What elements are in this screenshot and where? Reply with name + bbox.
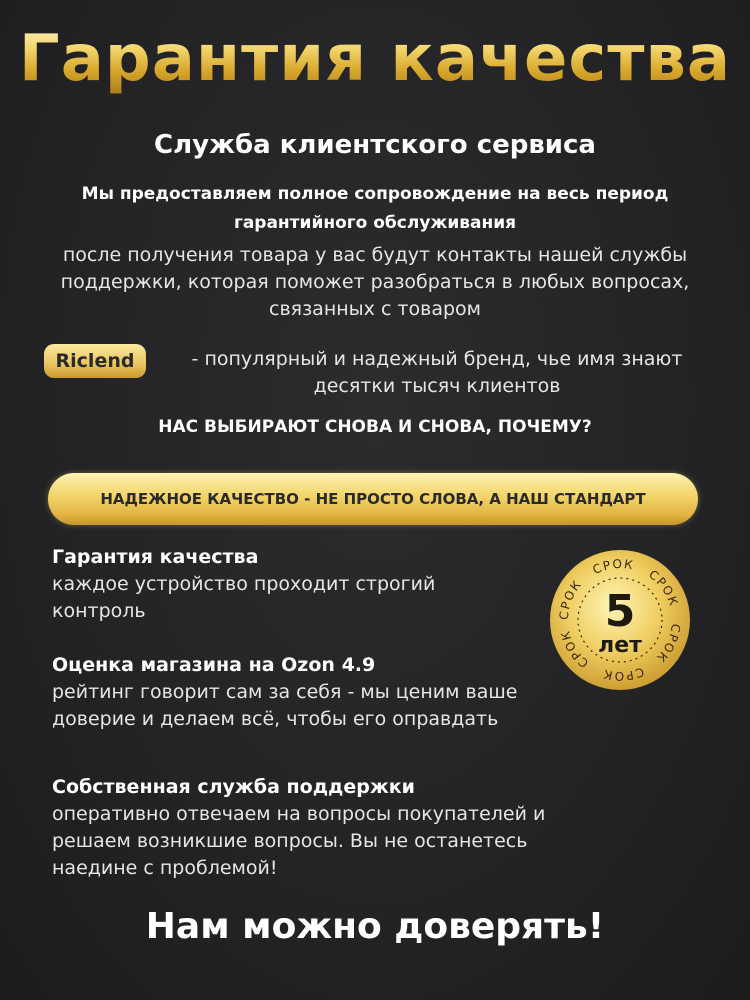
brand-row (40, 344, 720, 404)
feature-title: Собственная служба поддержки (52, 776, 415, 798)
seal-ring-word-3: СРОК (646, 567, 682, 609)
brand-description: - популярный и надежный бренд, чье имя знают десятки тысяч клиентов (191, 348, 683, 397)
feature-text: каждое устройство проходит строгий контроль (52, 573, 436, 622)
feature-rating (52, 652, 592, 733)
lead-text: Мы предоставляем полное сопровождение на весь период гарантийного обслуживания (81, 184, 669, 233)
seal-ring-word-4: СРОК (653, 622, 683, 666)
seal-ring-word-5: СРОК (601, 664, 646, 684)
feature-title: Гарантия качества (52, 546, 259, 568)
page-title: Гарантия качества (0, 22, 750, 96)
why-question: НАС ВЫБИРАЮТ СНОВА И СНОВА, ПОЧЕМУ? (158, 417, 592, 437)
feature-title: Оценка магазина на Ozon 4.9 (52, 654, 376, 676)
feature-quality (52, 544, 472, 625)
quality-banner: НАДЕЖНОЕ КАЧЕСТВО - НЕ ПРОСТО СЛОВА, А НАШ СТАНДАРТ (48, 473, 698, 525)
brand-badge: Riclend (44, 344, 146, 378)
seal-ring-word-1: СРОК (556, 577, 585, 621)
feature-text: оперативно отвечаем на вопросы покупателей и решаем возникшие вопросы. Вы не останетесь наедине с проблемой! (52, 803, 546, 879)
seal-unit: лет (598, 633, 642, 658)
feature-text: рейтинг говорит сам за себя - мы ценим ваше доверие и делаем всё, чтобы его оправдать (52, 681, 518, 730)
support-description: после получения товара у вас будут контакты нашей службы поддержки, которая поможет разобраться в любых вопросах, связанных с товаром (60, 244, 690, 320)
seal-number: 5 (604, 586, 636, 637)
seal-ring-word-6: СРОК (558, 628, 592, 671)
seal-ring-word-2: СРОК (590, 556, 636, 577)
feature-support (52, 774, 612, 882)
warranty-seal-icon (548, 548, 692, 692)
page-subtitle: Служба клиентского сервиса (154, 130, 596, 160)
footer-slogan: Нам можно доверять! (145, 906, 605, 947)
